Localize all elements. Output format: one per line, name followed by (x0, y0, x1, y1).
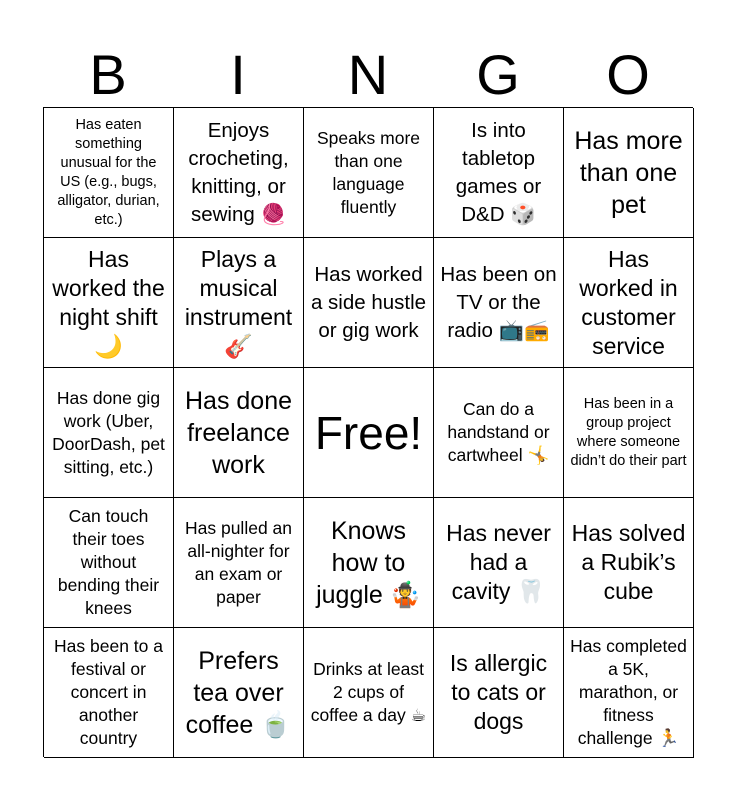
bingo-cell[interactable] (174, 368, 304, 498)
cell-text: Has more than one pet (574, 126, 683, 219)
cell-text: Has completed a 5K, marathon, or fitness challenge 🏃 (570, 636, 687, 748)
header-letter-n: N (347, 43, 389, 106)
bingo-cell[interactable] (44, 628, 174, 758)
cell-text: Has eaten something unusual for the US (e.g., bugs, alligator, durian, etc.) (57, 116, 160, 228)
free-space-cell[interactable] (304, 368, 434, 498)
bingo-cell[interactable] (564, 238, 694, 368)
bingo-cell[interactable] (174, 108, 304, 238)
cell-text: Is into tabletop games or D&D 🎲 (455, 118, 542, 226)
header-letter-b: B (89, 43, 127, 106)
bingo-cell[interactable] (174, 628, 304, 758)
cell-text: Has been to a festival or concert in another country (54, 636, 163, 748)
cell-text: Speaks more than one language fluently (316, 127, 421, 217)
cell-text: Can touch their toes without bending their knees (57, 506, 160, 618)
bingo-cell[interactable] (564, 498, 694, 628)
header-letter-i: I (230, 43, 246, 106)
cell-text: Has been in a group project where someone didn’t do their part (570, 395, 687, 469)
cell-text: Has done freelance work (184, 386, 293, 479)
bingo-cell[interactable] (564, 108, 694, 238)
cell-text: Has pulled an all-nighter for an exam or paper (184, 517, 293, 607)
bingo-cell[interactable] (304, 628, 434, 758)
bingo-cell[interactable] (44, 498, 174, 628)
bingo-cell[interactable] (564, 628, 694, 758)
cell-text: Has been on TV or the radio 📺📻 (440, 262, 557, 342)
bingo-cell[interactable] (434, 368, 564, 498)
bingo-cell[interactable] (434, 238, 564, 368)
cell-text: Has worked in customer service (579, 245, 678, 359)
bingo-cell[interactable] (174, 238, 304, 368)
cell-text: Has never had a cavity 🦷 (446, 520, 551, 604)
cell-text: Has solved a Rubik’s cube (571, 520, 686, 604)
bingo-cell[interactable] (434, 628, 564, 758)
header-letter-g: G (476, 43, 520, 106)
cell-text: Has done gig work (Uber, DoorDash, pet sitting, etc.) (52, 387, 165, 477)
bingo-cell[interactable] (564, 368, 694, 498)
cell-text: Prefers tea over coffee 🍵 (185, 646, 292, 739)
cell-text: Knows how to juggle 🤹 (316, 516, 421, 609)
bingo-cell[interactable] (174, 498, 304, 628)
cell-text: Can do a handstand or cartwheel 🤸 (447, 399, 550, 465)
free-space-text: Free! (314, 406, 423, 459)
bingo-cell[interactable] (44, 108, 174, 238)
bingo-grid (43, 107, 693, 757)
cell-text: Has worked the night shift 🌙 (52, 245, 165, 359)
bingo-cell[interactable] (304, 238, 434, 368)
bingo-cell[interactable] (44, 368, 174, 498)
header-letter-o: O (606, 43, 650, 106)
bingo-cell[interactable] (304, 108, 434, 238)
cell-text: Drinks at least 2 cups of coffee a day ☕ (310, 659, 427, 725)
bingo-cell[interactable] (434, 108, 564, 238)
cell-text: Has worked a side hustle or gig work (310, 262, 427, 342)
bingo-header (43, 42, 693, 108)
cell-text: Enjoys crocheting, knitting, or sewing 🧶 (188, 118, 289, 226)
cell-text: Is allergic to cats or dogs (449, 650, 548, 734)
bingo-cell[interactable] (434, 498, 564, 628)
bingo-cell[interactable] (304, 498, 434, 628)
bingo-cell[interactable] (44, 238, 174, 368)
cell-text: Plays a musical instrument 🎸 (184, 245, 293, 359)
